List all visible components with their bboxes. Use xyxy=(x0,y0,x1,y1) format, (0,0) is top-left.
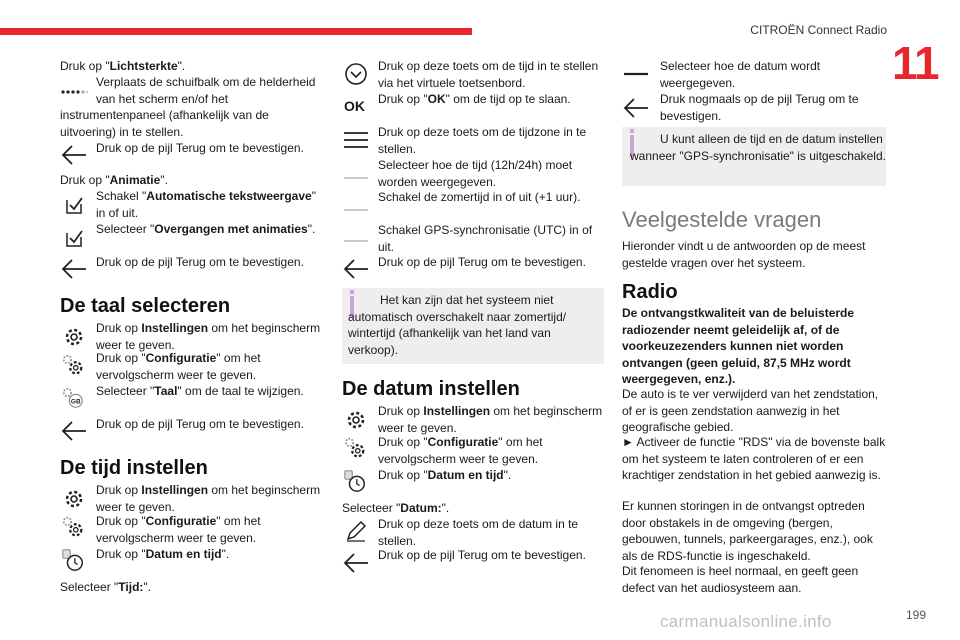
step-animations: Selecteer "Overgangen met animaties". xyxy=(96,222,316,236)
back-arrow-icon xyxy=(60,419,88,443)
watermark: carmanualsonline.info xyxy=(660,612,832,631)
step-ok: Druk op "OK" om de tijd op te slaan. xyxy=(378,92,571,106)
back-arrow-icon xyxy=(60,257,88,281)
chevron-down-icon xyxy=(344,62,368,86)
step-configuration: Druk op "Configuratie" om het vervolgscherm weer te geven. xyxy=(378,435,543,466)
configuration-gears-icon xyxy=(342,436,368,460)
heading-time: De tijd instellen xyxy=(60,457,208,479)
step-auto-text: Schakel "Automatische tekstweergave" in of uit. xyxy=(96,189,316,220)
menu-icon xyxy=(342,128,370,152)
step-settings: Druk op Instellingen om het beginscherm weer te geven. xyxy=(378,404,603,435)
info-note-text: U kunt alleen de tijd en de datum instellen wanneer "GPS-synchronisatie" is uitgeschakeld. xyxy=(630,132,886,163)
info-note xyxy=(622,127,886,186)
step-brightness-desc: Verplaats de schuifbalk om de helderheid van het scherm en/of het xyxy=(96,75,316,106)
faq-question: De ontvangstkwaliteit van de beluisterde radiozender neemt geleidelijk af, of de voorkeuzezenders kunnen niet worden ontvangen (geen geluid, 87,5 MHz wordt weergegeven, enz.). xyxy=(622,306,855,386)
date-time-clock-icon xyxy=(342,469,368,493)
back-arrow-icon xyxy=(342,551,370,575)
step-confirm: Druk op de pijl Terug om te bevestigen. xyxy=(96,141,304,155)
faq-intro: Hieronder vindt u de antwoorden op de meest gestelde vragen over het systeem. xyxy=(622,239,866,270)
header-accent-bar xyxy=(0,28,472,35)
heading-faq: Veelgestelde vragen xyxy=(622,207,822,232)
info-note xyxy=(342,288,604,364)
step-confirm: Druk op de pijl Terug om te bevestigen. xyxy=(378,255,586,269)
info-note-text: Het kan zijn dat het systeem niet automatisch overschakelt naar zomertijd/ wintertijd (afhankelijk van het land van verkoop). xyxy=(348,293,567,357)
heading-date: De datum instellen xyxy=(342,378,520,400)
step-settings: Druk op Instellingen om het beginscherm weer te geven. xyxy=(96,321,321,352)
page-number: 199 xyxy=(906,608,927,622)
checkbox-icon xyxy=(64,226,84,250)
step-date-time: Druk op "Datum en tijd". xyxy=(378,468,512,482)
chapter-number: 11 xyxy=(892,37,939,89)
step-confirm-again: Druk nogmaals op de pijl Terug om te bevestigen. xyxy=(660,92,859,123)
step-configuration: Druk op "Configuratie" om het vervolgscherm weer te geven. xyxy=(96,351,261,382)
date-format-bar-icon xyxy=(622,64,650,88)
back-arrow-icon xyxy=(622,96,650,120)
step-date-edit: Druk op deze toets om de datum in te stellen. xyxy=(378,517,579,548)
step-configuration: Druk op "Configuratie" om het vervolgscherm weer te geven. xyxy=(96,514,261,545)
step-dst: Schakel de zomertijd in of uit (+1 uur). xyxy=(378,190,581,204)
step-date-format: Selecteer hoe de datum wordt weergegeven. xyxy=(660,59,821,90)
step-confirm: Druk op de pijl Terug om te bevestigen. xyxy=(96,417,304,431)
faq-action: ► Activeer de functie "RDS" via de bovenste balk om het systeem te laten controleren of er een krachtiger zendstation in het gebied aanwezig is. xyxy=(622,435,886,482)
configuration-gears-icon xyxy=(60,353,86,377)
settings-gear-icon xyxy=(62,487,86,511)
header-title: CITROËN Connect Radio xyxy=(750,23,887,37)
settings-gear-icon xyxy=(62,325,86,349)
back-arrow-icon xyxy=(60,143,88,167)
language-gb-icon xyxy=(60,386,86,410)
step-confirm: Druk op de pijl Terug om te bevestigen. xyxy=(96,255,304,269)
configuration-gears-icon xyxy=(60,515,86,539)
step-animation: Druk op "Animatie". xyxy=(60,173,168,187)
slider-dots-icon xyxy=(60,80,88,104)
step-timezone: Druk op deze toets om de tijdzone in te stellen. xyxy=(378,125,587,156)
toggle-option-icon xyxy=(342,198,370,222)
step-settings: Druk op Instellingen om het beginscherm weer te geven. xyxy=(96,483,321,514)
step-brightness: Druk op "Lichtsterkte". xyxy=(60,59,186,73)
faq-answer: De auto is te ver verwijderd van het zendstation, of er is geen zendstation aanwezig in het geografische gebied. xyxy=(622,387,879,434)
toggle-option-icon xyxy=(342,229,370,253)
faq-answer-2: Er kunnen storingen in de ontvangst optreden door obstakels in de omgeving (bergen, gebouwen, tunnels, parkeergarages, enz.), ook als de RDS-functie is ingeschakeld. xyxy=(622,499,873,563)
radio-option-icon xyxy=(342,166,370,190)
checkbox-icon xyxy=(64,193,84,217)
svg-text:GB: GB xyxy=(70,398,81,406)
ok-icon: OK xyxy=(344,98,365,114)
settings-gear-icon xyxy=(344,408,368,432)
edit-pencil-icon xyxy=(344,519,368,543)
faq-answer-3: Dit fenomeen is heel normaal, en geeft geen defect van het audiosysteem aan. xyxy=(622,564,859,595)
step-select-date: Selecteer "Datum:". xyxy=(342,501,450,515)
step-keyboard: Druk op deze toets om de tijd in te stellen via het virtuele toetsenbord. xyxy=(378,59,599,90)
step-select-time: Selecteer "Tijd:". xyxy=(60,580,151,594)
step-time-format: Selecteer hoe de tijd (12h/24h) moet worden weergegeven. xyxy=(378,158,573,189)
back-arrow-icon xyxy=(342,257,370,281)
step-gps-sync: Schakel GPS-synchronisatie (UTC) in of uit. xyxy=(378,223,593,254)
step-language: Selecteer "Taal" om de taal te wijzigen. xyxy=(96,384,304,398)
heading-language: De taal selecteren xyxy=(60,295,231,317)
step-date-time: Druk op "Datum en tijd". xyxy=(96,547,230,561)
step-confirm: Druk op de pijl Terug om te bevestigen. xyxy=(378,548,586,562)
date-time-clock-icon xyxy=(60,548,86,572)
step-brightness-desc-cont: instrumentenpaneel (afhankelijk van de uitvoering) in te stellen. xyxy=(60,108,269,139)
heading-radio: Radio xyxy=(622,281,678,303)
